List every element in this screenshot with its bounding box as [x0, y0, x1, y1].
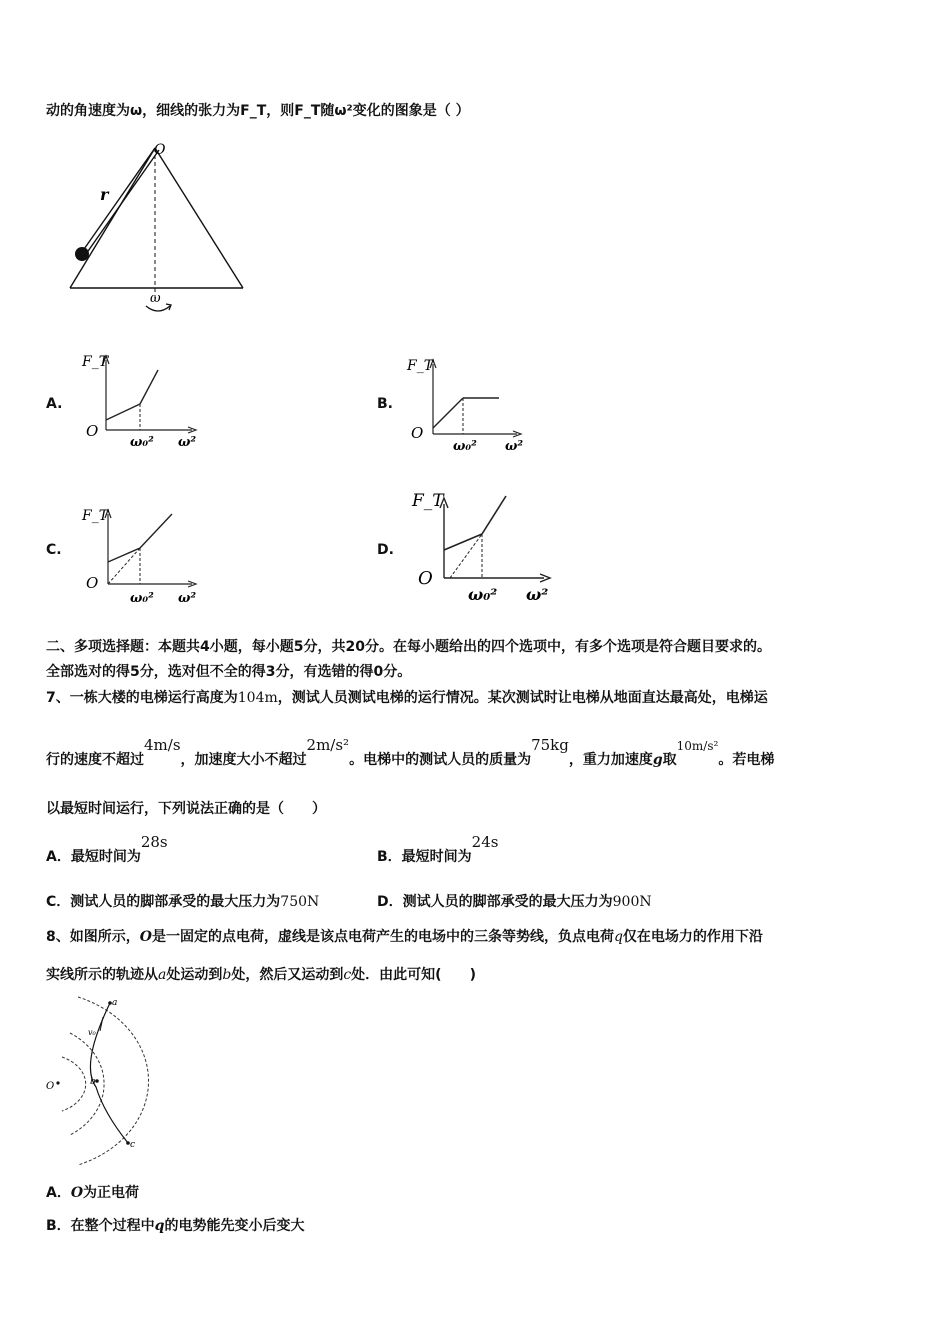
graph-C-label-O: O	[86, 574, 99, 592]
q7-optC-text: C．测试人员的脚部承受的最大压力为	[46, 894, 281, 910]
graph-B-label-w: ω²	[505, 439, 524, 454]
q7-l1b: ，测试人员测试电梯的运行情况。某次测试时让电梯从地面直达最高处，电梯运	[277, 690, 768, 706]
q7-line3: 以最短时间运行，下列说法正确的是（ ）	[46, 801, 326, 817]
ball-icon	[75, 247, 89, 261]
q7-accel: 2m/s²	[306, 736, 350, 754]
q8-c: c	[343, 967, 352, 983]
q8-line2	[46, 966, 476, 984]
q7-line1	[46, 689, 768, 707]
q8-optB-q: q	[154, 1218, 165, 1234]
q7-optD-text: D．测试人员的脚部承受的最大压力为	[377, 894, 613, 910]
q7-l1a: 7、一栋大楼的电梯运行高度为	[46, 690, 238, 706]
q8-optB-letter: B．在整个过程中	[46, 1218, 155, 1234]
electric-field-figure	[40, 995, 170, 1170]
q8-optB-text: 的电势能先变小后变大	[164, 1218, 305, 1234]
q8-optA-O: O	[70, 1185, 84, 1201]
q8-option-A[interactable]	[46, 1182, 139, 1202]
rotation-arrow-icon	[146, 306, 170, 311]
q8-l2b: 处运动到	[166, 967, 223, 983]
q7-mass: 75kg	[531, 736, 569, 754]
q7-l2a: 行的速度不超过	[46, 752, 144, 768]
graph-A-label-w: ω²	[178, 435, 197, 450]
graph-B-label-O: O	[411, 424, 424, 442]
q7-option-D[interactable]	[377, 891, 652, 911]
q7-optA-text: A．最短时间为	[46, 849, 141, 865]
q7-g-value: 10m/s²	[676, 739, 719, 753]
q7-g-symbol: g	[652, 752, 663, 768]
q8-line1	[46, 928, 763, 946]
q7-speed: 4m/s	[144, 736, 181, 754]
field-label-a: a	[112, 998, 118, 1008]
q6-stem: 动的角速度为ω，细线的张力为F_T，则F_T随ω²变化的图象是（ ）	[46, 103, 470, 119]
q6-option-A-letter[interactable]: A.	[46, 396, 63, 412]
q8-optA-letter: A．	[46, 1185, 71, 1201]
cone-pendulum-figure	[60, 140, 260, 320]
q7-optD-value: 900N	[612, 894, 652, 910]
q7-option-C[interactable]	[46, 891, 319, 911]
q8-optA-text: 为正电荷	[83, 1185, 140, 1201]
q6-option-C-graph[interactable]	[80, 500, 210, 610]
q7-l2e: 取	[662, 752, 677, 768]
graph-D-label-w: ω²	[526, 585, 549, 604]
field-label-c: c	[130, 1140, 136, 1150]
q8-l2a: 实线所示的轨迹从	[46, 967, 158, 983]
q8-q: q	[613, 929, 623, 945]
graph-A-label-F: F_T	[82, 354, 109, 370]
point-O-dot	[56, 1081, 59, 1084]
q7-optB-text: B．最短时间为	[377, 849, 472, 865]
section2-line2: 全部选对的得5分，选对但不全的得3分，有选错的得0分。	[46, 664, 412, 680]
q8-option-B[interactable]	[46, 1215, 304, 1235]
q8-l1a: 8、如图所示，	[46, 929, 140, 945]
q6-option-C-letter[interactable]: C.	[46, 542, 62, 558]
field-label-O: O	[46, 1081, 55, 1092]
graph-C-label-F: F_T	[82, 508, 109, 524]
q6-option-D-letter[interactable]: D.	[377, 542, 394, 558]
section2-line1: 二、多项选择题：本题共4小题，每小题5分，共20分。在每小题给出的四个选项中，有多个选项是符合题目要求的。	[46, 639, 771, 655]
graph-D-label-O: O	[418, 568, 433, 589]
field-label-b: b	[90, 1077, 96, 1087]
q7-optA-value: 28s	[140, 833, 168, 851]
graph-B-label-w0: ω₀²	[453, 439, 477, 454]
q8-l2c: 处，然后又运动到	[231, 967, 344, 983]
q7-option-A[interactable]	[46, 833, 168, 866]
q7-l2b: ，加速度大小不超过	[180, 752, 307, 768]
q8-l2d: 处．由此可知( )	[351, 967, 476, 983]
field-label-v0: v₀	[88, 1028, 96, 1037]
q6-option-B-graph[interactable]	[405, 350, 535, 460]
q7-option-B[interactable]	[377, 833, 499, 866]
q8-O: O	[139, 929, 152, 945]
graph-B-label-F: F_T	[407, 358, 434, 374]
cone-label-r: r	[100, 185, 109, 204]
graph-C-label-w: ω²	[178, 591, 197, 606]
graph-C-label-w0: ω₀²	[130, 591, 154, 606]
q6-option-A-graph[interactable]	[80, 350, 210, 450]
q6-option-B-letter[interactable]: B.	[377, 396, 393, 412]
q7-l2f: 。若电梯	[718, 752, 775, 768]
q7-optC-value: 750N	[280, 894, 320, 910]
q8-l1b: 是一固定的点电荷，虚线是该点电荷产生的电场中的三条等势线，负点电荷	[151, 929, 614, 945]
q8-l1c: 仅在电场力的作用下沿	[622, 929, 763, 945]
q7-height: 104m	[237, 690, 278, 706]
graph-D-label-w0: ω₀²	[468, 585, 498, 604]
q7-l2c: 。电梯中的测试人员的质量为	[349, 752, 532, 768]
q7-line2	[46, 736, 775, 769]
q7-optB-value: 24s	[471, 833, 499, 851]
graph-D-label-F: F_T	[412, 491, 444, 511]
q8-b: b	[222, 967, 232, 983]
graph-A-label-w0: ω₀²	[130, 435, 154, 450]
q8-a: a	[158, 967, 167, 983]
graph-A-label-O: O	[86, 422, 99, 440]
q7-l2d: ，重力加速度	[568, 752, 653, 768]
cone-label-omega: ω	[150, 291, 161, 306]
cone-label-O: O	[154, 142, 166, 158]
q6-option-D-graph[interactable]	[410, 486, 560, 610]
